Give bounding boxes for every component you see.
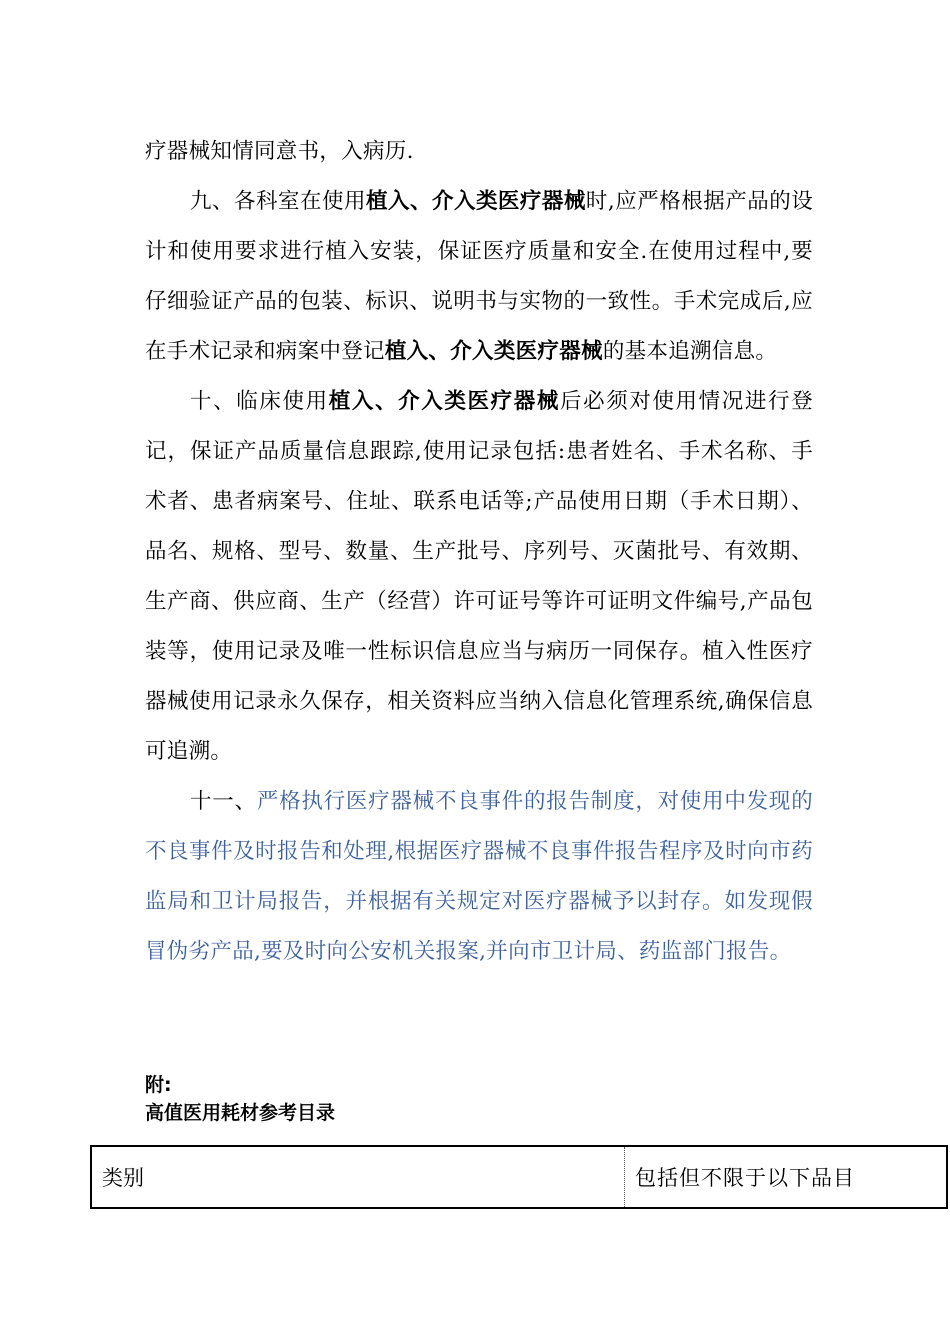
paragraph-ten-bold: 植入、介入类医疗器械 <box>328 389 560 414</box>
paragraph-continuation <box>145 127 813 177</box>
table-header-category: 类别 <box>92 1147 625 1207</box>
paragraph-eleven-number: 十一、 <box>190 789 257 814</box>
paragraph-nine <box>145 177 813 377</box>
paragraph-nine-bold-a: 植入、介入类医疗器械 <box>365 189 586 214</box>
paragraph-eleven-text: 严格执行医疗器械不良事件的报告制度，对使用中发现的不良事件及时报告和处理,根据医疗器械不良事件报告程序及时向市药监局和卫计局报告，并根据有关规定对医疗器械予以封存。如发现假冒伪劣产品,要及时向公安机关报案,并向市卫计局、药监部门报告。 <box>145 789 813 964</box>
paragraph-eleven <box>145 777 813 977</box>
appendix-heading <box>145 1071 335 1127</box>
paragraph-nine-text-c: 的基本追溯信息。 <box>602 339 778 364</box>
paragraph-nine-bold-b: 植入、介入类医疗器械 <box>384 339 603 364</box>
paragraph-nine-text-a: 九、各科室在使用 <box>190 189 366 214</box>
catalog-table <box>90 1145 948 1209</box>
appendix-label: 附: <box>145 1074 172 1096</box>
table-header-items: 包括但不限于以下品目 <box>635 1166 855 1190</box>
paragraph-continuation-text: 疗器械知情同意书，入病历. <box>145 139 414 164</box>
paragraph-ten-text-b: 后必须对使用情况进行登记，保证产品质量信息跟踪,使用记录包括:患者姓名、手术名称、手术者、患者病案号、住址、联系电话等;产品使用日期（手术日期）、品名、规格、型号、数量、生产批号、序列号、灭菌批号、有效期、生产商、供应商、生产（经营）许可证号等许可证明文件编号,产品包装等，使用记录及唯一性标识信息应当与病历一同保存。植入性医疗器械使用记录永久保存，相关资料应当纳入信息化管理系统,确保信息可追溯。 <box>145 389 813 764</box>
paragraph-ten <box>145 377 813 777</box>
appendix-title: 高值医用耗材参考目录 <box>145 1102 336 1124</box>
paragraph-nine-text-b: 时,应严格根据产品的设计和使用要求进行植入安装，保证医疗质量和安全.在使用过程中,要仔细验证产品的包装、标识、说明书与实物的一致性。手术完成后,应在手术记录和病案中登记 <box>145 189 813 364</box>
body-text <box>145 127 813 977</box>
paragraph-ten-text-a: 十、临床使用 <box>190 389 329 414</box>
